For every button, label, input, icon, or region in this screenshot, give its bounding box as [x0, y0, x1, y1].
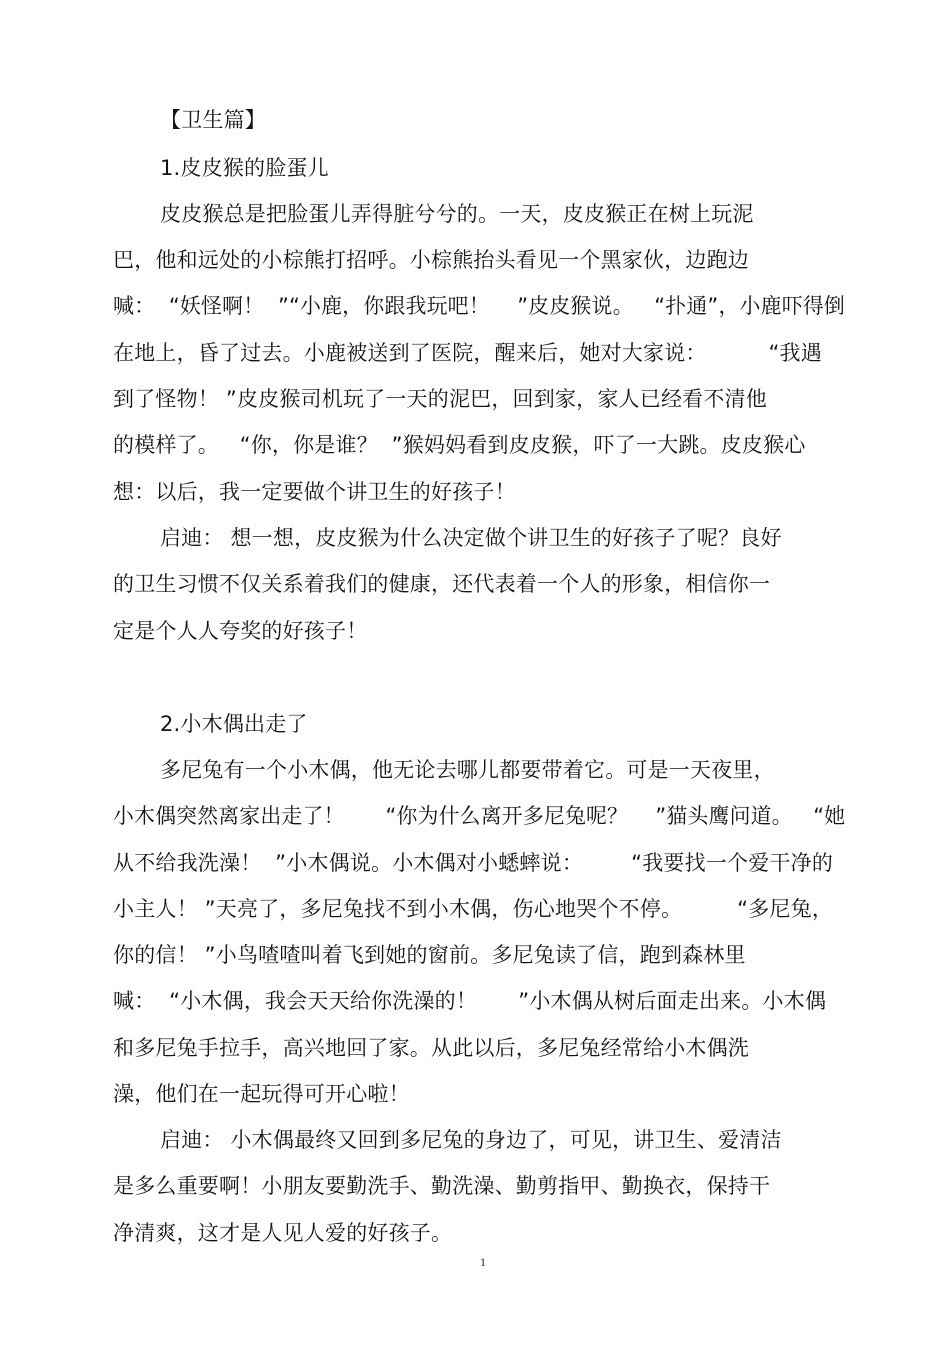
- story-body-line: 澡，他们在一起玩得可开心啦！: [113, 1082, 410, 1106]
- moral-line: 的卫生习惯不仅关系着我们的健康，还代表着一个人的形象，相信你一: [113, 572, 771, 596]
- story-body-line: 巴，他和远处的小棕熊打招呼。小棕熊抬头看见一个黑家伙，边跑边: [113, 248, 749, 272]
- story-body-line: 的模样了。 “你，你是谁？ ”猴妈妈看到皮皮猴，吓了一大跳。皮皮猴心: [113, 433, 806, 457]
- moral-line: 启迪： 小木偶最终又回到多尼兔的身边了，可见，讲卫生、爱清洁: [160, 1128, 782, 1152]
- moral-line: 启迪： 想一想，皮皮猴为什么决定做个讲卫生的好孩子了呢？良好: [160, 526, 782, 550]
- section-title: 【卫生篇】: [160, 108, 266, 132]
- story-body-line: 小木偶突然离家出走了！ “你为什么离开多尼兔呢？ ”猫头鹰问道。 “她: [113, 804, 846, 828]
- story-body-line: 你的信！ ”小鸟喳喳叫着飞到她的窗前。多尼兔读了信，跑到森林里: [113, 943, 746, 967]
- story-title: 2.小木偶出走了: [160, 712, 308, 736]
- story-body-line: 在地上，昏了过去。小鹿被送到了医院，醒来后，她对大家说： “我遇: [113, 341, 822, 365]
- story-body-line: 从不给我洗澡！ ”小木偶说。小木偶对小蟋蟀说： “我要找一个爱干净的: [113, 851, 834, 875]
- story-body-line: 小主人！ ”天亮了，多尼兔找不到小木偶，伤心地哭个不停。 “多尼兔，: [113, 897, 834, 921]
- story-body-line: 多尼兔有一个小木偶，他无论去哪儿都要带着它。可是一天夜里，: [160, 758, 775, 782]
- story-body-line: 想：以后，我一定要做个讲卫生的好孩子！: [113, 480, 516, 504]
- moral-line: 净清爽，这才是人见人爱的好孩子。: [113, 1221, 453, 1245]
- story-body-line: 喊： “小木偶，我会天天给你洗澡的！ ”小木偶从树后面走出来。小木偶: [113, 989, 827, 1013]
- story-title: 1.皮皮猴的脸蛋儿: [160, 156, 329, 180]
- story-body-line: 喊： “妖怪啊！ ”“小鹿，你跟我玩吧！ ”皮皮猴说。 “扑通”，小鹿吓得倒: [113, 294, 846, 318]
- moral-line: 是多么重要啊！小朋友要勤洗手、勤洗澡、勤剪指甲、勤换衣，保持干: [113, 1174, 771, 1198]
- story-body-line: 和多尼兔手拉手，高兴地回了家。从此以后，多尼兔经常给小木偶洗: [113, 1036, 749, 1060]
- moral-line: 定是个人人夸奖的好孩子！: [113, 619, 368, 643]
- story-body-line: 皮皮猴总是把脸蛋儿弄得脏兮兮的。一天，皮皮猴正在树上玩泥: [160, 202, 754, 226]
- story-body-line: 到了怪物！ ”皮皮猴司机玩了一天的泥巴，回到家，家人已经看不清他: [113, 387, 767, 411]
- page-number: 1: [480, 1255, 486, 1269]
